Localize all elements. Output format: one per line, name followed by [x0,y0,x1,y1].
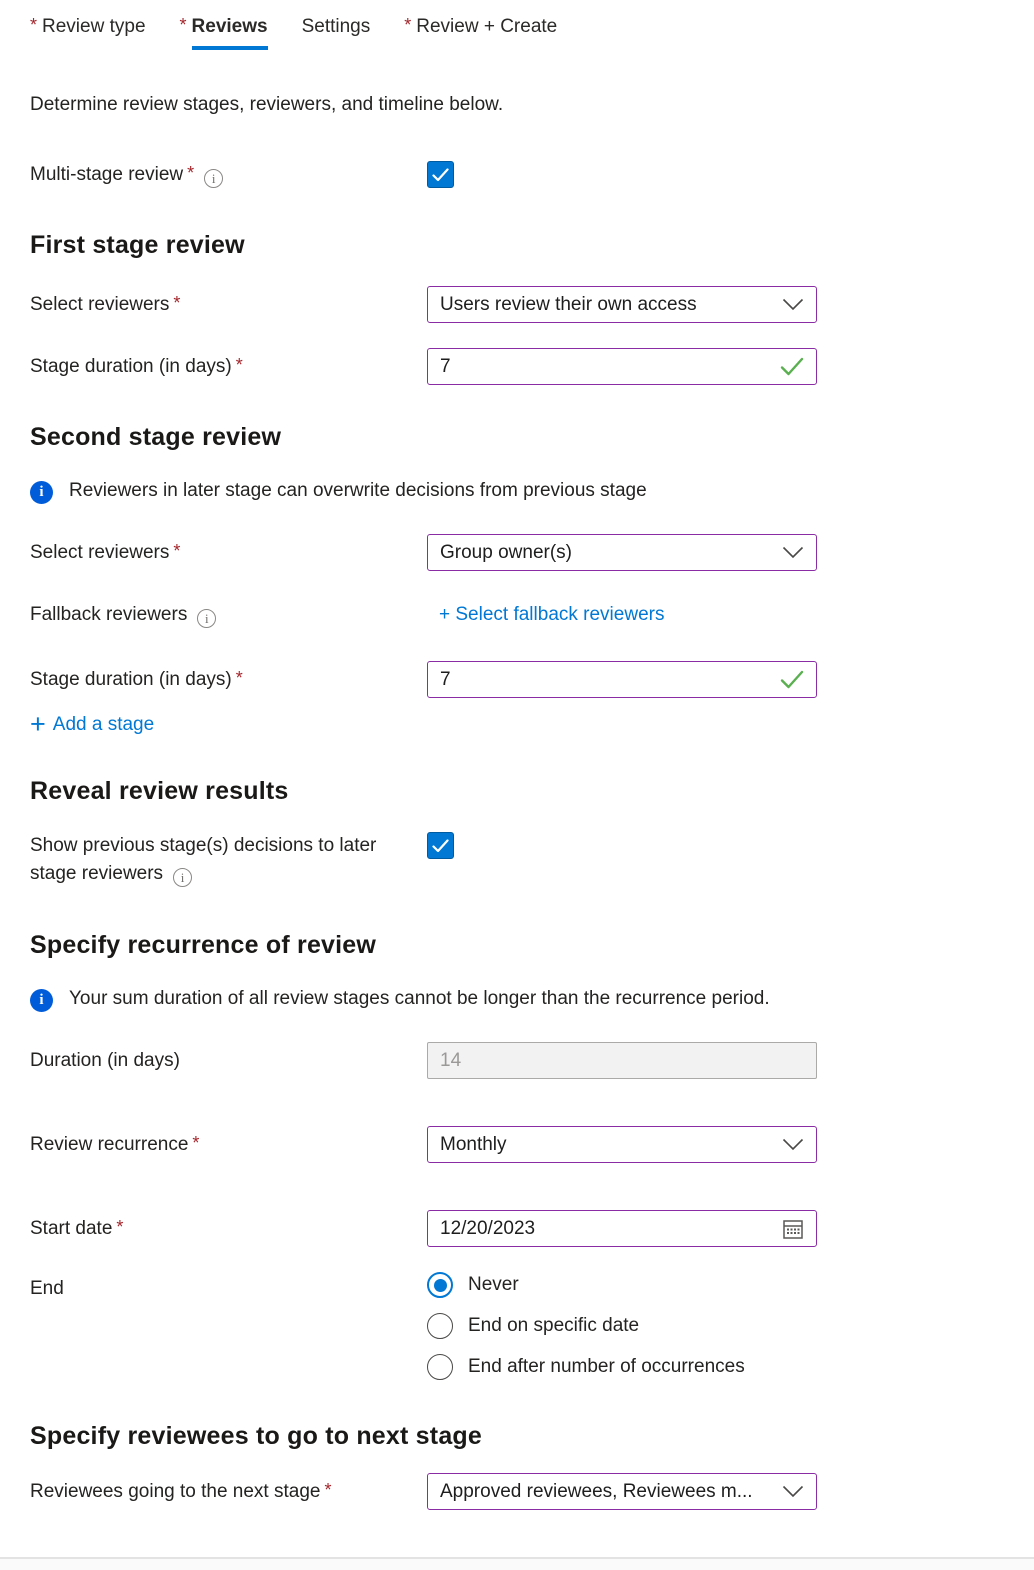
start-date-input[interactable] [427,1210,817,1247]
recurrence-heading: Specify recurrence of review [30,931,377,960]
select-reviewers-label: Select reviewers * [30,540,181,563]
tab-review-type[interactable] [30,16,146,60]
reveal-results-label: Show previous stage(s) decisions to later stage reviewers i [30,835,377,885]
review-recurrence-row [30,1126,1034,1163]
radio-selected-icon [427,1272,453,1298]
tab-label: Review + Create [416,16,558,37]
second-stage-reviewers-dropdown[interactable] [427,534,817,571]
radio-label: Never [468,1274,519,1296]
chevron-down-icon [782,546,804,559]
recurrence-duration-input [427,1042,817,1079]
first-stage-duration-row [30,348,1034,385]
info-tooltip-icon[interactable]: i [204,169,223,188]
radio-label: End after number of occurrences [468,1356,745,1378]
tab-label: Review type [42,16,146,37]
reveal-results-heading: Reveal review results [30,777,289,805]
required-asterisk: * [324,1479,332,1500]
required-asterisk: * [235,354,243,375]
second-stage-duration-input[interactable] [427,661,817,698]
radio-unselected-icon [427,1354,453,1380]
tab-review-create[interactable] [404,16,557,60]
next-stage-heading: Specify reviewees to go to next stage [30,1422,482,1451]
calendar-icon[interactable] [782,1218,804,1240]
tab-settings[interactable] [302,16,371,60]
start-date-row [30,1210,1034,1247]
check-icon [432,839,449,853]
info-tooltip-icon[interactable]: i [197,609,216,628]
first-stage-heading: First stage review [30,231,245,259]
input-value: 7 [440,355,451,377]
duration-label: Duration (in days) [30,1049,180,1071]
review-recurrence-dropdown[interactable] [427,1126,817,1163]
reviewees-next-stage-row [30,1473,1034,1510]
required-asterisk: * [187,162,195,183]
info-icon: i [30,989,53,1012]
dropdown-value: Users review their own access [440,293,697,315]
bottom-divider [0,1557,1034,1570]
dropdown-value: Approved reviewees, Reviewees m... [440,1480,753,1502]
input-value: 12/20/2023 [440,1217,536,1239]
stage-duration-label: Stage duration (in days) * [30,667,243,690]
valid-check-icon [780,357,804,376]
required-asterisk: * [173,540,181,561]
end-row [30,1272,1034,1380]
info-text: Your sum duration of all review stages cannot be longer than the recurrence period. [69,988,770,1010]
chevron-down-icon [782,1138,804,1151]
required-asterisk: * [173,292,181,313]
tab-reviews[interactable] [180,16,268,60]
multi-stage-review-row [30,156,1034,193]
required-asterisk: * [404,15,412,35]
required-asterisk: * [179,15,187,35]
plus-icon: + [30,709,46,739]
recurrence-duration-row [30,1042,1034,1079]
reveal-results-row [30,832,1034,887]
second-stage-heading: Second stage review [30,423,282,451]
tab-label: Settings [301,16,371,37]
recurrence-section [30,931,1034,1380]
add-stage-link[interactable] [30,709,155,739]
fallback-reviewers-row [30,596,1034,633]
first-stage-duration-input[interactable] [427,348,817,385]
input-value: 7 [440,668,451,690]
required-asterisk: * [116,1216,124,1237]
select-fallback-reviewers-link[interactable]: + Select fallback reviewers [439,603,665,625]
end-label: End [30,1278,64,1300]
reviewees-next-stage-dropdown[interactable] [427,1473,817,1510]
reveal-results-checkbox[interactable] [427,832,454,859]
reviewees-next-stage-label: Reviewees going to the next stage * [30,1479,332,1502]
radio-unselected-icon [427,1313,453,1339]
recurrence-info-banner [30,988,1034,1012]
required-asterisk: * [235,667,243,688]
radio-option-end-on-date[interactable] [427,1313,867,1339]
multi-stage-review-checkbox[interactable] [427,161,454,188]
multi-stage-review-label: Multi-stage review * i [30,161,427,189]
tab-label: Reviews [192,16,268,50]
end-radio-group [427,1272,867,1380]
info-tooltip-icon[interactable]: i [173,868,192,887]
dropdown-value: Monthly [440,1133,507,1155]
chevron-down-icon [782,298,804,311]
second-stage-select-reviewers-row [30,534,1034,571]
fallback-reviewers-label: Fallback reviewers i [30,601,427,629]
first-stage-select-reviewers-row [30,286,1034,323]
required-asterisk: * [30,15,38,35]
radio-label: End on specific date [468,1315,640,1337]
valid-check-icon [780,670,804,689]
info-icon: i [30,481,53,504]
input-value: 14 [440,1049,462,1071]
wizard-tabs [30,16,1034,60]
check-icon [432,168,449,182]
radio-option-end-after-occurrences[interactable] [427,1354,867,1380]
second-stage-duration-row [30,661,1034,698]
add-stage-label: Add a stage [52,714,155,735]
required-asterisk: * [192,1132,200,1153]
start-date-label: Start date * [30,1216,124,1239]
add-stage-row [30,709,1034,739]
first-stage-reviewers-dropdown[interactable] [427,286,817,323]
select-reviewers-label: Select reviewers * [30,292,181,315]
info-text: Reviewers in later stage can overwrite decisions from previous stage [69,480,647,501]
radio-option-never[interactable] [427,1272,867,1298]
chevron-down-icon [782,1485,804,1498]
review-recurrence-label: Review recurrence * [30,1132,200,1155]
stage-duration-label: Stage duration (in days) * [30,354,243,377]
dropdown-value: Group owner(s) [440,541,572,563]
intro-text: Determine review stages, reviewers, and timeline below. [30,94,504,115]
second-stage-info-banner [30,480,1034,504]
